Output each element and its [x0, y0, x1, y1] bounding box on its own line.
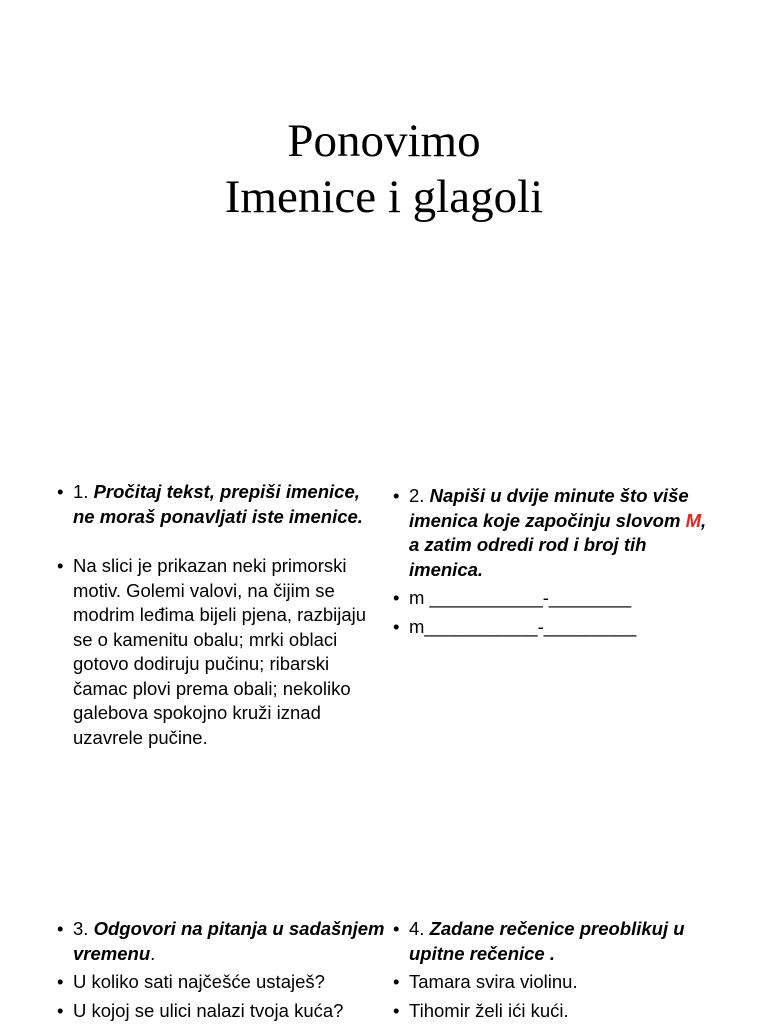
slide-title	[0, 113, 768, 225]
blank-line-1: • m ___________-________	[393, 586, 711, 611]
task-1-number: 1.	[73, 481, 89, 502]
task-3-column	[57, 917, 387, 1023]
task-1-column	[57, 480, 379, 750]
sentence-2: • Tihomir želi ići kući.	[393, 999, 711, 1024]
task-1-instruction: Pročitaj tekst, prepiši imenice, ne moraš ponavljati iste imenice.	[73, 481, 363, 527]
title-line-1: Ponovimo	[287, 115, 481, 167]
sentence-1: • Tamara svira violinu.	[393, 970, 711, 995]
task-3-suffix: .	[150, 942, 156, 964]
blank-line-2: • m___________-_________	[393, 615, 711, 640]
title-line-2: Imenice i glagoli	[224, 171, 544, 223]
task-3-instruction: Odgovori na pitanja u sadašnjem vremenu	[73, 918, 385, 964]
task-4-heading	[393, 917, 711, 966]
task-1-heading	[57, 480, 379, 529]
task-2-instruction-part1: Napiši u dvije minute što više imenica koje započinju slovom	[409, 485, 689, 531]
task-3-number: 3.	[73, 918, 89, 939]
task-3-heading	[57, 917, 387, 966]
question-1: • U koliko sati najčešće ustaješ?	[57, 970, 387, 995]
task-4-number: 4.	[409, 918, 425, 939]
task-1-paragraph: • Na slici je prikazan neki primorski motiv. Golemi valovi, na čijim se modrim leđima bijeli pjena, razbijaju se o kamenitu obalu; mrki oblaci gotovo dodiruju pučinu; ribarski čamac plovi prema obali; nekoliko galebova spokojno kruži iznad uzavrele pučine.	[57, 554, 379, 750]
highlight-letter: M	[685, 509, 701, 531]
task-2-number: 2.	[409, 485, 425, 506]
task-2-column	[393, 484, 711, 639]
task-4-instruction: Zadane rečenice preoblikuj u upitne rečenice .	[409, 918, 685, 964]
task-2-heading	[393, 484, 711, 582]
task-2-instruction-part2: , a zatim odredi rod i broj tih imenica.	[409, 509, 707, 580]
task-4-column	[393, 917, 711, 1023]
question-2: • U kojoj se ulici nalazi tvoja kuća?	[57, 999, 387, 1024]
title-slide	[0, 0, 768, 400]
